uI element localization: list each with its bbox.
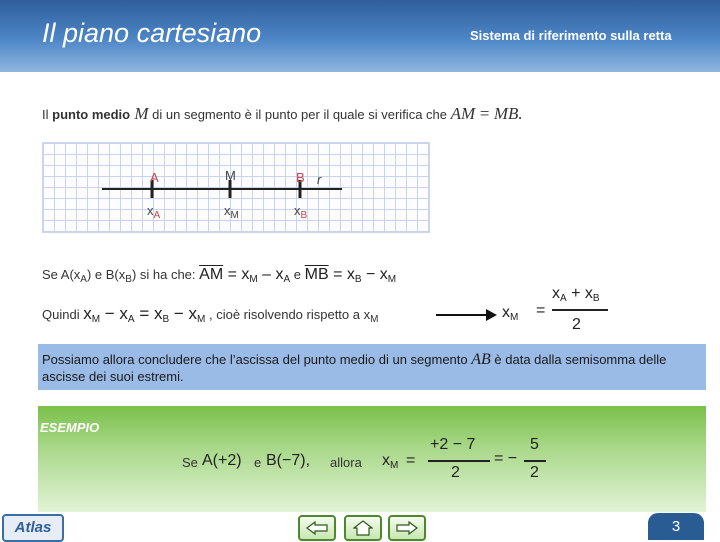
intro-part1: Il	[42, 107, 53, 122]
home-icon	[353, 520, 373, 536]
example-den1: 2	[451, 464, 460, 481]
point-label-a: A	[150, 170, 159, 185]
example-xm: $x_M$	[382, 452, 399, 471]
intro-sentence	[42, 104, 523, 124]
formula-segments: Se $A(x_A)$ e $B(x_B)$ si ha che: $\overline{AM} = x_M - x_A$ e $\overline{MB} = x_B - x_M$	[42, 266, 397, 285]
intro-part3: di un segmento è il punto per il quale si verifica che	[148, 107, 451, 122]
example-label: ESEMPIO	[40, 420, 100, 435]
example-eq2: = −	[494, 450, 518, 467]
example-num2: 5	[530, 436, 539, 453]
example-se: Se	[182, 455, 198, 470]
example-fraction-bar-2	[524, 460, 546, 462]
point-label-b: B	[296, 170, 305, 185]
prev-button[interactable]	[298, 515, 336, 541]
intro-mb: MB.	[493, 104, 523, 123]
implies-arrow-icon	[436, 308, 498, 322]
line-label-r: r	[317, 172, 322, 187]
result-eq: =	[536, 302, 546, 319]
intro-m: M	[130, 104, 149, 123]
intro-eq: =	[478, 104, 491, 123]
arrow-left-icon	[306, 521, 328, 535]
result-fraction-bar	[552, 309, 608, 311]
result-numerator: $x_A + x_B$	[552, 285, 600, 304]
example-point-a: A(+2)	[202, 452, 242, 469]
page-title: Il piano cartesiano	[42, 18, 262, 48]
coord-b: $x_B$	[294, 203, 308, 221]
next-button[interactable]	[388, 515, 426, 541]
formula-quindi: Quindi $x_M - x_A = x_B - x_M$ , cioè risolvendo rispetto a $x_M$	[42, 304, 379, 325]
result-lhs: $x_M$	[502, 304, 519, 323]
atlas-logo: Atlas	[2, 514, 64, 542]
intro-am: AM	[450, 104, 476, 123]
example-point-b: B(−7),	[266, 452, 311, 469]
coord-m: $x_M$	[224, 203, 239, 221]
example-allora: allora	[330, 455, 362, 470]
page-number: 3	[648, 513, 704, 540]
result-denominator: 2	[572, 316, 581, 333]
conclusion-text: Possiamo allora concludere che l’ascissa del punto medio di un segmento AB è data dalla semisomma delle ascisse dei suoi estremi.	[42, 351, 667, 384]
arrow-right-icon	[396, 521, 418, 535]
home-button[interactable]	[344, 515, 382, 541]
example-num1: +2 − 7	[430, 436, 476, 453]
point-label-m: M	[225, 168, 236, 183]
intro-bold: punto medio	[52, 107, 131, 122]
coord-a: $x_A$	[147, 203, 161, 221]
example-box	[38, 406, 706, 512]
page-subtitle: Sistema di riferimento sulla retta	[470, 28, 672, 43]
example-e: e	[254, 455, 262, 470]
example-fraction-bar-1	[428, 460, 490, 462]
example-den2: 2	[530, 464, 539, 481]
example-eq: =	[406, 452, 416, 469]
